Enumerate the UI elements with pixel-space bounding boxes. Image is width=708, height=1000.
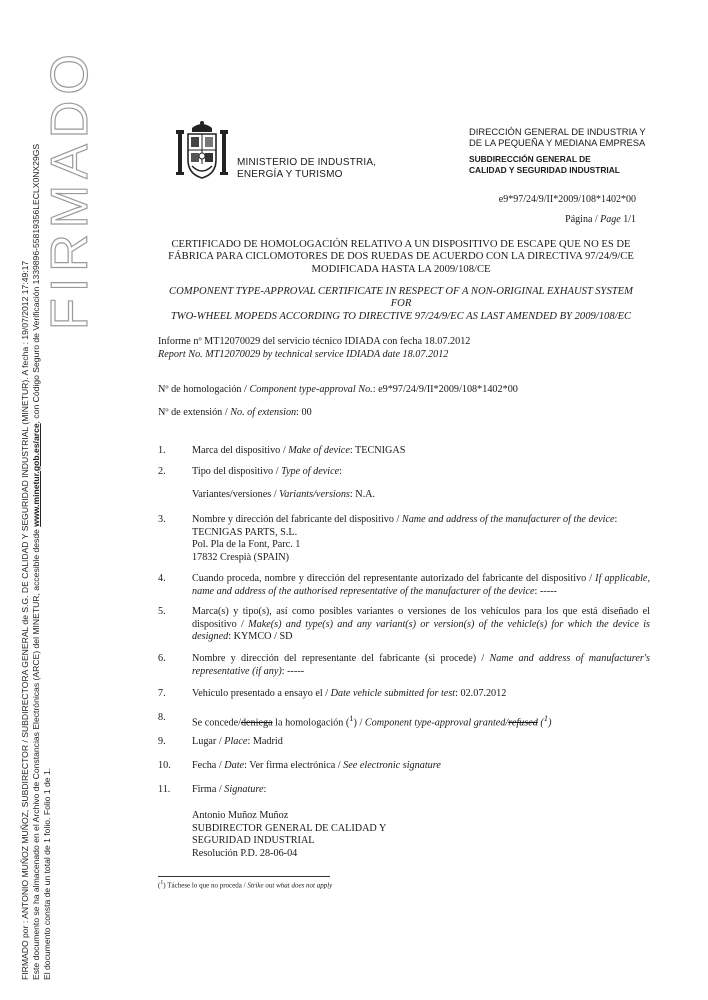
item-number: 1. <box>158 445 166 456</box>
item-place: Lugar / Place: Madrid <box>192 736 283 747</box>
item-number: 5. <box>158 606 166 617</box>
coat-of-arms-icon <box>172 120 232 184</box>
ministry-name: MINISTERIO DE INDUSTRIA, ENERGÍA Y TURISMO <box>237 157 377 180</box>
signatory-title: SUBDIRECTOR GENERAL DE CALIDAD Y <box>192 822 387 834</box>
item-number: 4. <box>158 573 166 584</box>
arce-link[interactable]: www.minetur.gob.es/arce <box>31 423 41 527</box>
signatory-name: Antonio Muñoz Muñoz <box>192 810 289 821</box>
page-number: Página / Page 1/1 <box>565 214 636 225</box>
extension-number: Nº de extensión / No. of extension: 00 <box>158 407 312 418</box>
report-reference: Informe nº MT12070029 del servicio técnico IDIADA con fecha 18.07.2012 Report No. MT12070029 by technical service IDIADA date 18.07.2012 <box>158 336 471 360</box>
homologation-number: Nº de homologación / Component type-approval No.: e9*97/24/9/II*2009/108*1402*00 <box>158 384 518 395</box>
item-authorised-representative: Cuando proceda, nombre y dirección del representante autorizado del fabricante del dispositivo / If applicable, name and address of the authorised representative of the manufacturer of the device: ----- <box>192 573 650 597</box>
item-date: Fecha / Date: Ver firma electrónica / See electronic signature <box>192 760 441 771</box>
item-number: 2. <box>158 466 166 477</box>
item-make: Marca del dispositivo / Make of device: TECNIGAS <box>192 445 406 456</box>
sub-directorate: SUBDIRECCIÓN GENERAL DE CALIDAD Y SEGURIDAD INDUSTRIAL <box>469 154 620 175</box>
footnote: ($^1$) Táchese lo que no proceda / Strike out what does not apply <box>158 880 333 890</box>
manufacturer-street: Pol. Pla de la Font, Parc. 1 <box>192 539 301 551</box>
signatory-block <box>192 810 650 860</box>
item-vehicles: Marca(s) y tipo(s), así como posibles variantes o versiones de los vehículos para los que está diseñado el dispositivo / Make(s) and type(s) and any variant(s) or version(s) of the vehicle(s) for which the device is designed: KYMCO / SD <box>192 606 650 643</box>
item-number: 9. <box>158 736 166 747</box>
item-number: 3. <box>158 514 166 525</box>
item-manufacturer: Nombre y dirección del fabricante del dispositivo / Name and address of the manufacturer of the device: TECNIGAS PARTS, S.L. Pol. Pla de la Font, Parc. 1 17832 Crespià (SPAIN) <box>192 514 650 564</box>
stamp-line-folio: El documento consta de un total de 1 folio. Folio 1 de 1. <box>42 767 52 980</box>
item-signature: Firma / Signature: <box>192 784 267 795</box>
signatory-title: SEGURIDAD INDUSTRIAL <box>192 835 315 847</box>
approval-reference: e9*97/24/9/II*2009/108*1402*00 <box>498 194 636 205</box>
stamp-line-signed: FIRMADO por : ANTONIO MUÑOZ MUÑOZ, SUBDIRECTOR / SUBDIRECTORA GENERAL de S.G. DE CALIDAD Y SEGURIDAD INDUSTRIAL (MINETUR). A fecha : 19/07/2012 17:49:17 <box>20 260 30 980</box>
item-number: 6. <box>158 653 166 664</box>
item-representative: Nombre y dirección del representante del fabricante (si procede) / Name and address of manufacturer's representative (if any): ----- <box>192 653 650 677</box>
item-variants: Variantes/versiones / Variants/versions: N.A. <box>192 489 376 500</box>
manufacturer-name: TECNIGAS PARTS, S.L. <box>192 526 298 538</box>
item-type: Tipo del dispositivo / Type of device: <box>192 466 342 477</box>
manufacturer-city: 17832 Crespià (SPAIN) <box>192 551 289 563</box>
item-approval-granted: Se concede/deniega la homologación ($^1$) / Component type-approval granted/refused ($^1$) <box>192 713 552 729</box>
signatory-resolution: Resolución P.D. 28-06-04 <box>192 847 298 859</box>
item-number: 10. <box>158 760 171 771</box>
stamp-line-archive: Este documento se ha almacenado en el Archivo de Constancias Electrónicas (ARCE) del MINETUR, accesible desde www.minetur.gob.es/arce, con Código Seguro de Verificación 1339896-55819356LECLX0NX29GS <box>31 143 41 980</box>
item-number: 8. <box>158 712 166 723</box>
signed-watermark: FIRMADO <box>41 48 99 330</box>
title-english: COMPONENT TYPE-APPROVAL CERTIFICATE IN RESPECT OF A NON-ORIGINAL EXHAUST SYSTEM FOR TWO-WHEEL MOPEDS ACCORDING TO DIRECTIVE 97/24/9/EC AS LAST AMENDED BY 2009/108/EC <box>169 286 633 322</box>
footnote-divider <box>158 876 330 877</box>
item-number: 7. <box>158 688 166 699</box>
item-number: 11. <box>158 784 171 795</box>
directorate-general: DIRECCIÓN GENERAL DE INDUSTRIA Y DE LA PEQUEÑA Y MEDIANA EMPRESA <box>469 126 646 148</box>
title-spanish: CERTIFICADO DE HOMOLOGACIÓN RELATIVO A UN DISPOSITIVO DE ESCAPE QUE NO ES DE FÁBRICA PARA CICLOMOTORES DE DOS RUEDAS DE ACUERDO CON LA DIRECTIVA 97/24/9/CE MODIFICADA HASTA LA 2009/108/CE <box>168 239 634 275</box>
item-test-date: Vehículo presentado a ensayo el / Date vehicle submitted for test: 02.07.2012 <box>192 688 507 699</box>
